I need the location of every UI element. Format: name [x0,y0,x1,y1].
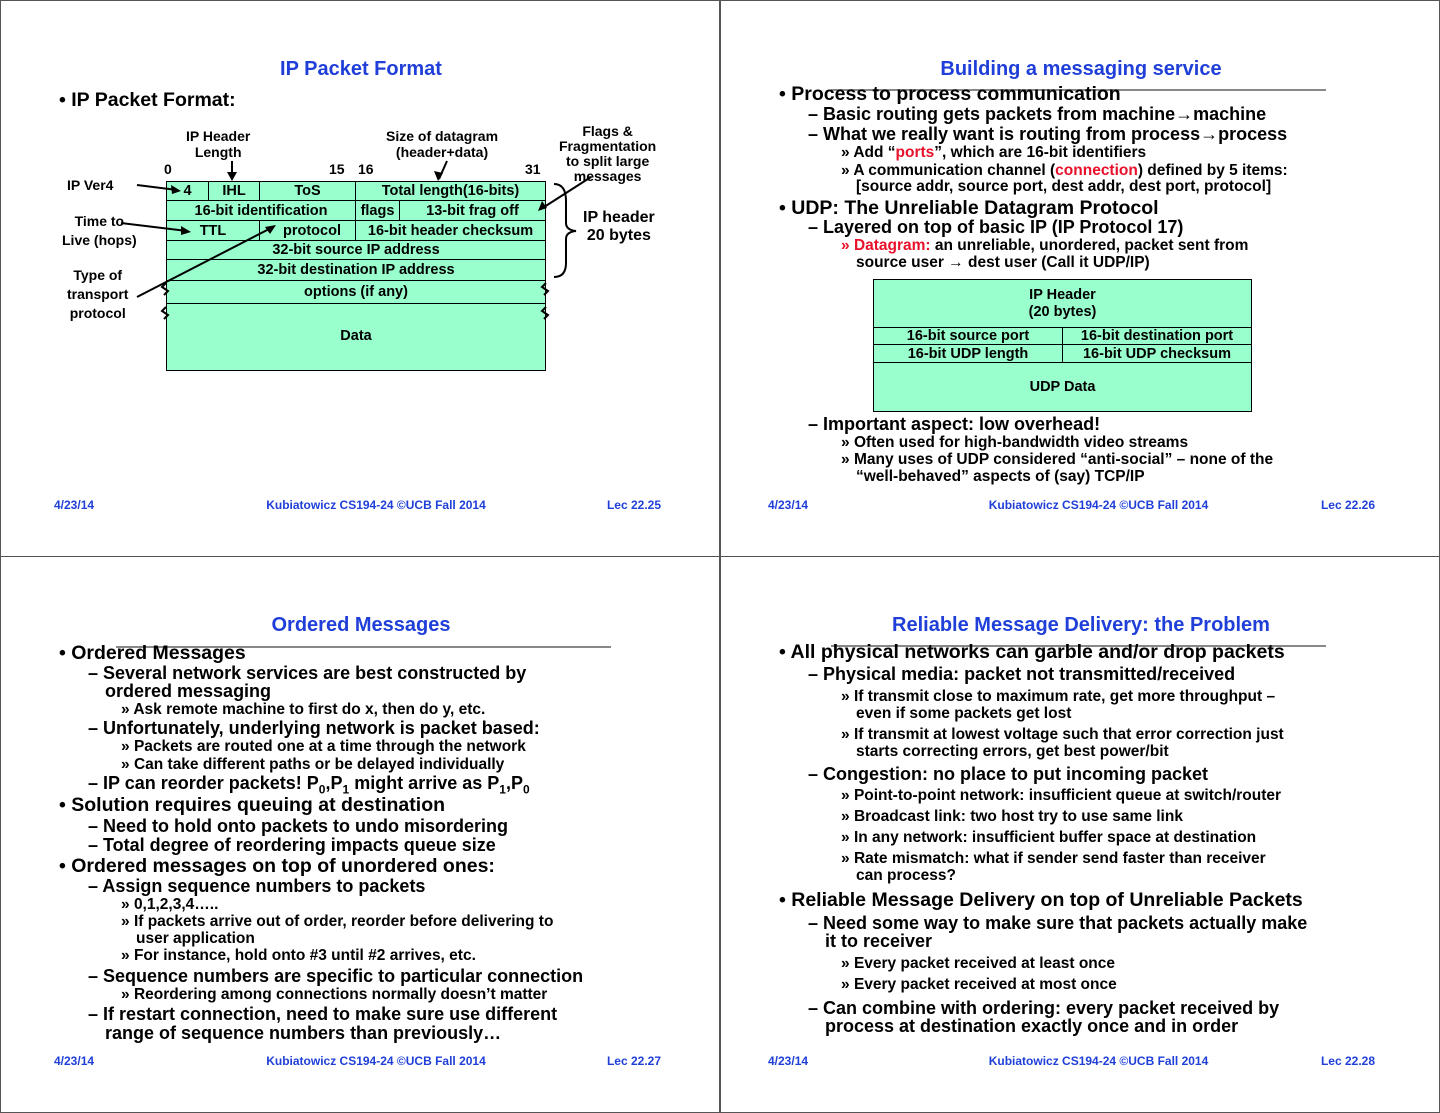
bullet-marker: – [808,664,824,684]
field-ttl: TTL [166,220,260,241]
bullet-marker: » [841,688,854,705]
udp-checksum: 16-bit UDP checksum [1062,344,1252,363]
line-text: ,P [325,773,343,793]
ip-header-bytes: (20 bytes) [1028,303,1097,320]
line-text: even if some packets get lost [856,705,1072,722]
bullet-marker: » [841,955,854,972]
line-text: Important aspect: low overhead! [823,414,1101,434]
footer-lecture: Lec 22.25 [606,498,661,512]
udp-source-port: 16-bit source port [873,327,1063,345]
diagram-arrows [1,1,721,558]
bullet-line [121,896,218,914]
line-text: it to receiver [825,931,933,951]
bullet-marker: » [841,434,854,451]
udp-data: UDP Data [873,362,1252,412]
bullet-line [841,808,1183,826]
udp-length: 16-bit UDP length [873,344,1063,363]
bullet-line [841,976,1117,994]
bullet-line [121,913,553,931]
footer-course: Kubiatowicz CS194-24 ©UCB Fall 2014 [266,1054,486,1068]
bullet-marker: – [88,816,104,836]
bullet-line [88,876,425,897]
line-text: Sequence numbers are specific to particular connection [103,966,584,986]
bullet-line [856,178,1271,196]
bullet-marker: – [808,414,824,434]
bullet-line [841,451,1273,469]
highlight-text: Datagram: [853,237,931,254]
bullet-line [59,794,445,817]
bullet-line [779,889,1303,912]
annotation-ip-ver: IP Ver4 [67,177,114,193]
slide-title: Reliable Message Delivery: the Problem [892,614,1270,636]
field-data: Data [166,303,546,371]
line-text: 0,1,2,3,4….. [133,896,219,913]
line-text: Reliable Message Delivery on top of Unreliable Packets [791,889,1303,911]
bit-label: 0 [164,161,172,177]
line-text: process at destination exactly once and in order [825,1016,1239,1036]
footer-date: 4/23/14 [768,1054,809,1068]
bullet-marker: » [841,451,854,468]
bullet-line [856,468,1145,486]
line-text: ordered messaging [105,681,272,701]
line-text: All physical networks can garble and/or drop packets [790,641,1285,663]
bullet-line [59,89,236,112]
bullet-line [105,1023,501,1044]
line-text: user application [136,930,255,947]
line-text: Every packet received at most once [853,976,1117,993]
bullet-line [121,986,547,1004]
field-checksum: 16-bit header checksum [355,220,546,241]
bullet-line [856,254,1150,272]
line-text: 0 [522,782,530,797]
line-text: Solution requires queuing at destination [71,794,446,816]
bullet-line [59,855,495,878]
bullet-line [808,664,1235,685]
bullet-marker: » [121,986,134,1003]
line-text: Ordered Messages [71,642,246,664]
field-identification: 16-bit identification [166,200,356,221]
bullet-marker: » [841,726,854,743]
bullet-line [808,764,1208,785]
field-options: options (if any) [166,280,546,304]
bullet-marker: • [779,197,792,219]
line-text: Need some way to make sure that packets actually make [823,913,1308,933]
bullet-line [121,701,485,719]
bit-label: 31 [525,161,541,177]
bullet-marker: – [88,663,104,683]
bullet-line [808,124,1287,145]
line-text: IP Packet Format: [71,89,236,111]
bullet-line [105,681,271,702]
bullet-marker: » [841,976,854,993]
line-text: an unreliable, unordered, packet sent from [930,237,1249,254]
bullet-line [88,718,540,739]
bullet-marker: » [841,829,854,846]
bullet-line [825,931,932,952]
bullet-line [779,641,1285,664]
bullet-line [88,816,508,837]
highlight-text: ports [895,144,935,161]
bullet-marker: – [88,773,104,793]
line-text: Many uses of UDP considered “anti-social” – none of the [853,451,1274,468]
bullet-marker: – [88,876,103,896]
bullet-marker: – [808,998,824,1018]
line-text: Physical media: packet not transmitted/received [823,664,1236,684]
bullet-line [841,237,1248,255]
annotation-ip-header: IP header 20 bytes [583,209,655,244]
bullet-line [841,850,1266,868]
bullet-line [841,955,1115,973]
bullet-line [59,642,246,665]
bullet-marker: – [808,764,824,784]
line-text: Congestion: no place to put incoming packet [823,764,1209,784]
bullet-marker: » [121,896,134,913]
slide-title: Ordered Messages [271,614,451,636]
line-text: might arrive as P [349,773,500,793]
line-text: starts correcting errors, get best power/bit [856,743,1169,760]
line-text: If transmit close to maximum rate, get more throughput – [853,688,1276,705]
bullet-marker: » [121,913,134,930]
bullet-marker: » [841,237,854,254]
line-text: Process to process communication [791,83,1121,105]
line-text: A communication channel ( [853,162,1056,179]
bullet-line [825,1016,1238,1037]
line-text: Several network services are best constructed by [103,663,527,683]
field-source-ip: 32-bit source IP address [166,240,546,260]
footer-lecture: Lec 22.28 [1320,1054,1375,1068]
line-text: “well-behaved” aspects of (say) TCP/IP [856,468,1145,485]
bullet-marker: » [841,144,854,161]
line-text: Point-to-point network: insufficient queue at switch/router [853,787,1282,804]
line-text: Ask remote machine to first do x, then do y, etc. [133,701,486,718]
bullet-line [88,966,583,987]
bullet-line [121,756,504,774]
bullet-line [121,947,476,965]
line-text: For instance, hold onto #3 until #2 arrives, etc. [133,947,476,964]
line-text: If restart connection, need to make sure use different [103,1004,558,1024]
line-text: Broadcast link: two host try to use same link [853,808,1183,825]
line-text: Can take different paths or be delayed individually [133,756,505,773]
line-text: 1 [342,782,350,797]
bullet-marker: • [779,889,792,911]
footer-course: Kubiatowicz CS194-24 ©UCB Fall 2014 [266,498,486,512]
bullet-line [808,104,1266,125]
line-text: UDP: The Unreliable Datagram Protocol [791,197,1159,219]
bullet-marker: » [121,701,134,718]
line-text: Basic routing gets packets from machine→machine [823,104,1267,124]
ip-header-label: IP Header [1029,286,1096,303]
line-text: Reordering among connections normally doesn’t matter [133,986,548,1003]
line-text: If packets arrive out of order, reorder before delivering to [133,913,554,930]
annotation-header-length: IP Header Length [186,128,251,160]
field-version: 4 [166,181,209,201]
bullet-marker: • [779,83,792,105]
footer-lecture: Lec 22.27 [606,1054,661,1068]
bullet-line [136,930,255,948]
line-text: source user → dest user (Call it UDP/IP) [856,254,1150,271]
line-text: Often used for high-bandwidth video streams [853,434,1189,451]
bullet-marker: » [841,162,854,179]
bullet-marker: » [841,787,854,804]
bullet-marker: – [88,966,104,986]
bullet-marker: • [59,89,72,111]
bullet-line [808,414,1100,435]
bullet-line [841,434,1188,452]
udp-ip-header [873,279,1252,328]
field-frag-offset: 13-bit frag off [399,200,546,221]
bullet-line [841,688,1275,706]
bullet-marker: » [121,947,134,964]
slide-3 [0,556,720,1113]
annotation-datagram-size: Size of datagram (header+data) [386,128,499,160]
line-text: Need to hold onto packets to undo misordering [103,816,509,836]
slide-4 [720,556,1440,1113]
annotation-ttl: Time to Live (hops) [62,213,137,248]
field-ihl: IHL [208,181,260,201]
bullet-marker: – [88,835,104,855]
line-text: range of sequence numbers than previously… [105,1023,502,1043]
slide-2 [720,0,1440,557]
bullet-line [856,867,956,885]
bullet-line [856,743,1169,761]
line-text: Add “ [853,144,896,161]
annotation-flags: Flags & Fragmentation to split large messages [559,123,657,184]
field-flags: flags [355,200,400,221]
line-text: Total degree of reordering impacts queue size [103,835,496,855]
bullet-line [88,1004,557,1025]
bit-label: 16 [358,161,374,177]
footer-date: 4/23/14 [768,498,809,512]
line-text: What we really want is routing from process→process [823,124,1288,144]
line-text: Layered on top of basic IP (IP Protocol 17) [823,217,1184,237]
field-destination-ip: 32-bit destination IP address [166,259,546,281]
footer-lecture: Lec 22.26 [1320,498,1375,512]
highlight-text: connection [1055,162,1138,179]
line-text: IP can reorder packets! P [103,773,319,793]
line-text: [source addr, source port, dest addr, dest port, protocol] [856,178,1272,195]
line-text: ) defined by 5 items: [1137,162,1288,179]
bullet-marker: • [59,855,72,877]
bullet-line [841,144,1146,162]
line-text: In any network: insufficient buffer space at destination [853,829,1257,846]
bullet-line [856,705,1071,723]
slide-title: IP Packet Format [280,58,442,80]
footer-date: 4/23/14 [54,498,95,512]
footer-course: Kubiatowicz CS194-24 ©UCB Fall 2014 [988,498,1209,512]
bullet-marker: – [88,1004,104,1024]
bit-label: 15 [329,161,345,177]
bullet-marker: • [59,794,72,816]
field-protocol: protocol [259,220,356,241]
bullet-marker: • [59,642,72,664]
field-total-length: Total length(16-bits) [355,181,546,201]
bullet-line [779,83,1121,106]
line-text: ”, which are 16-bit identifiers [934,144,1147,161]
line-text: Ordered messages on top of unordered ones: [71,855,495,877]
bullet-marker: » [841,808,854,825]
slide-1 [0,0,720,557]
line-text: can process? [856,867,956,884]
footer-course: Kubiatowicz CS194-24 ©UCB Fall 2014 [988,1054,1209,1068]
line-text: Assign sequence numbers to packets [102,876,426,896]
bullet-line [841,787,1281,805]
bullet-marker: – [808,217,824,237]
bullet-marker: » [841,850,854,867]
footer-date: 4/23/14 [54,1054,95,1068]
line-text: Rate mismatch: what if sender send faster than receiver [853,850,1266,867]
line-text: Packets are routed one at a time through the network [133,738,526,755]
bullet-line [841,829,1256,847]
line-text: 1 [499,782,506,797]
line-text: If transmit at lowest voltage such that error correction just [853,726,1284,743]
udp-destination-port: 16-bit destination port [1062,327,1252,345]
bullet-marker: – [88,718,104,738]
line-text: Every packet received at least once [853,955,1116,972]
slide-title: Building a messaging service [940,58,1222,80]
field-tos: ToS [259,181,356,201]
bullet-line [841,726,1284,744]
line-text: 0 [318,782,326,797]
bullet-marker: • [779,641,791,663]
bullet-marker: – [808,104,824,124]
line-text: Can combine with ordering: every packet received by [823,998,1280,1018]
bullet-line [121,738,526,756]
bullet-marker: – [808,124,824,144]
bullet-line [808,217,1183,238]
bullet-marker: » [121,756,134,773]
bullet-marker: – [808,913,824,933]
bullet-line [88,835,496,856]
annotation-type: Type of transport protocol [67,267,129,321]
line-text: ,P [505,773,523,793]
bullet-marker: » [121,738,134,755]
line-text: Unfortunately, underlying network is packet based: [103,718,540,738]
